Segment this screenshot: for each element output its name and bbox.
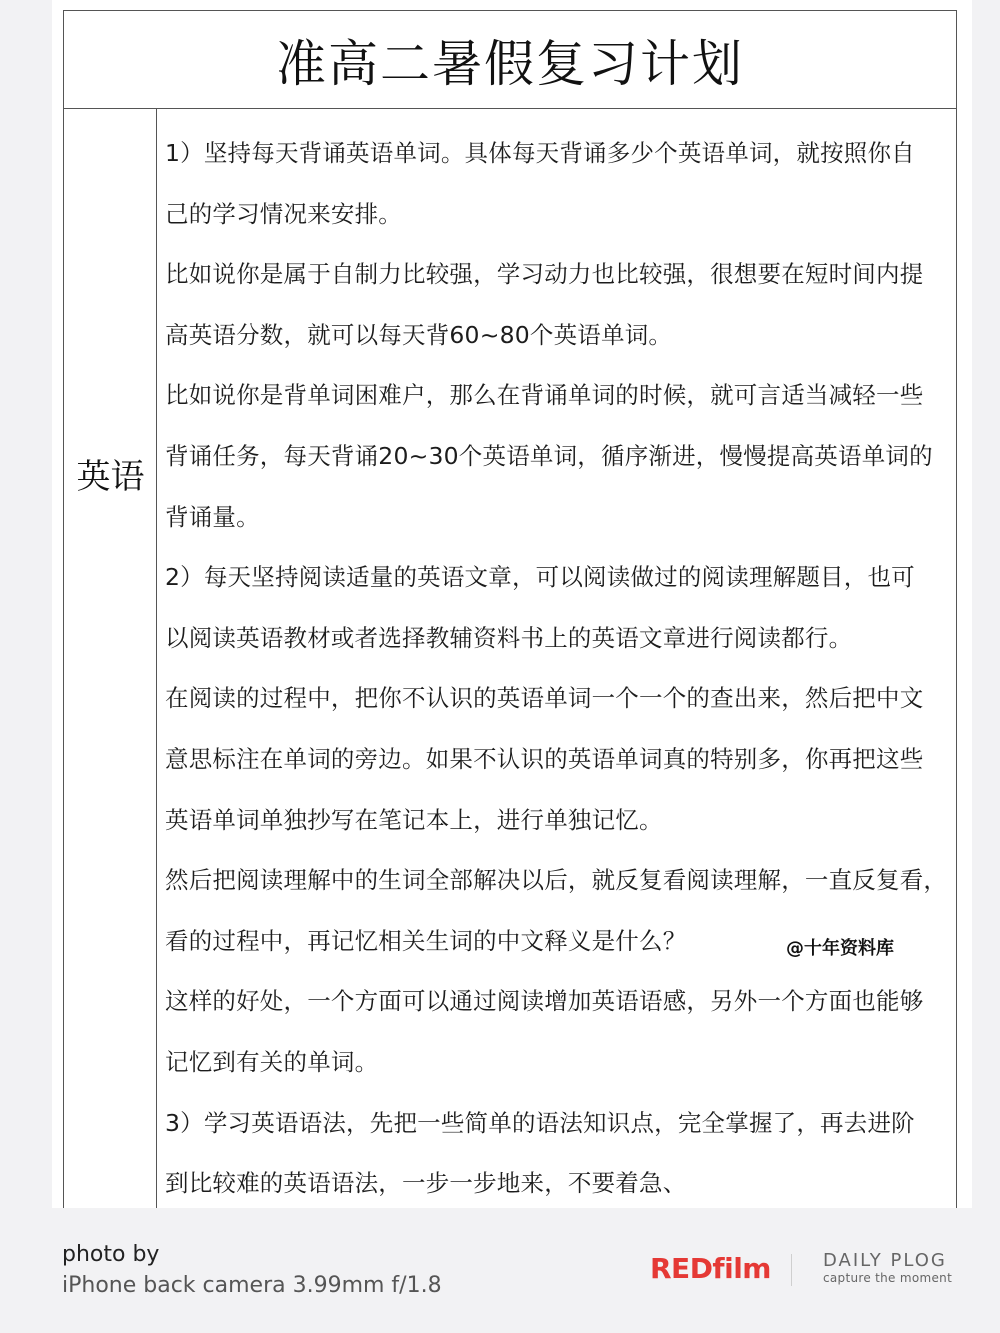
text-line: 己的学习情况来安排。 [165, 199, 402, 228]
text-line: 到比较难的英语语法，一步一步地来，不要着急、 [165, 1169, 687, 1198]
text-line: 比如说你是背单词困难户，那么在背诵单词的时候，就可言适当减轻一些 [165, 381, 924, 410]
text-line: 背诵量。 [165, 502, 260, 531]
subject-label: 英语 [76, 457, 145, 497]
title-row [64, 11, 956, 109]
text-line: 然后把阅读理解中的生词全部解决以后，就反复看阅读理解，一直反复看， [165, 866, 948, 895]
text-line: 3）学习英语语法，先把一些简单的语法知识点，完全掌握了，再去进阶 [165, 1108, 915, 1137]
text-line: 这样的好处，一个方面可以通过阅读增加英语语感，另外一个方面也能够 [165, 987, 924, 1016]
text-line: 在阅读的过程中，把你不认识的英语单词一个一个的查出来，然后把中文 [165, 684, 924, 713]
text-line: 高英语分数，就可以每天背60~80个英语单词。 [165, 320, 673, 349]
subject-column [64, 109, 157, 1208]
text-line: 背诵任务，每天背诵20~30个英语单词，循序渐进，慢慢提高英语单词的 [165, 441, 933, 470]
text-line: 以阅读英语教材或者选择教辅资料书上的英语文章进行阅读都行。 [165, 623, 853, 652]
page-title: 准高二暑假复习计划 [276, 34, 744, 93]
text-line: 比如说你是属于自制力比较强，学习动力也比较强，很想要在短时间内提 [165, 260, 924, 289]
photo-caption [62, 1242, 442, 1298]
tagline-label: capture the moment [823, 1271, 953, 1285]
text-line: 2）每天坚持阅读适量的英语文章，可以阅读做过的阅读理解题目，也可 [165, 563, 915, 592]
plan-table [63, 10, 957, 1208]
text-line: 1）坚持每天背诵英语单词。具体每天背诵多少个英语单词，就按照你自 [165, 139, 915, 167]
camera-info: iPhone back camera 3.99mm f/1.8 [62, 1273, 442, 1298]
watermark-text: @十年资料库 [786, 938, 894, 959]
daily-plog-label: DAILY PLOG [823, 1250, 947, 1271]
document-photo [52, 0, 972, 1208]
text-line: 意思标注在单词的旁边。如果不认识的英语单词真的特别多，你再把这些 [165, 744, 924, 773]
text-line: 记忆到有关的单词。 [165, 1047, 379, 1076]
plan-content [165, 109, 950, 1208]
photo-by-label: photo by [62, 1242, 160, 1267]
footer-divider [791, 1254, 792, 1286]
text-line: 看的过程中，再记忆相关生词的中文释义是什么？ [165, 926, 687, 955]
brand-logo: REDfilm [650, 1252, 771, 1285]
text-line: 英语单词单独抄写在笔记本上，进行单独记忆。 [165, 805, 663, 834]
